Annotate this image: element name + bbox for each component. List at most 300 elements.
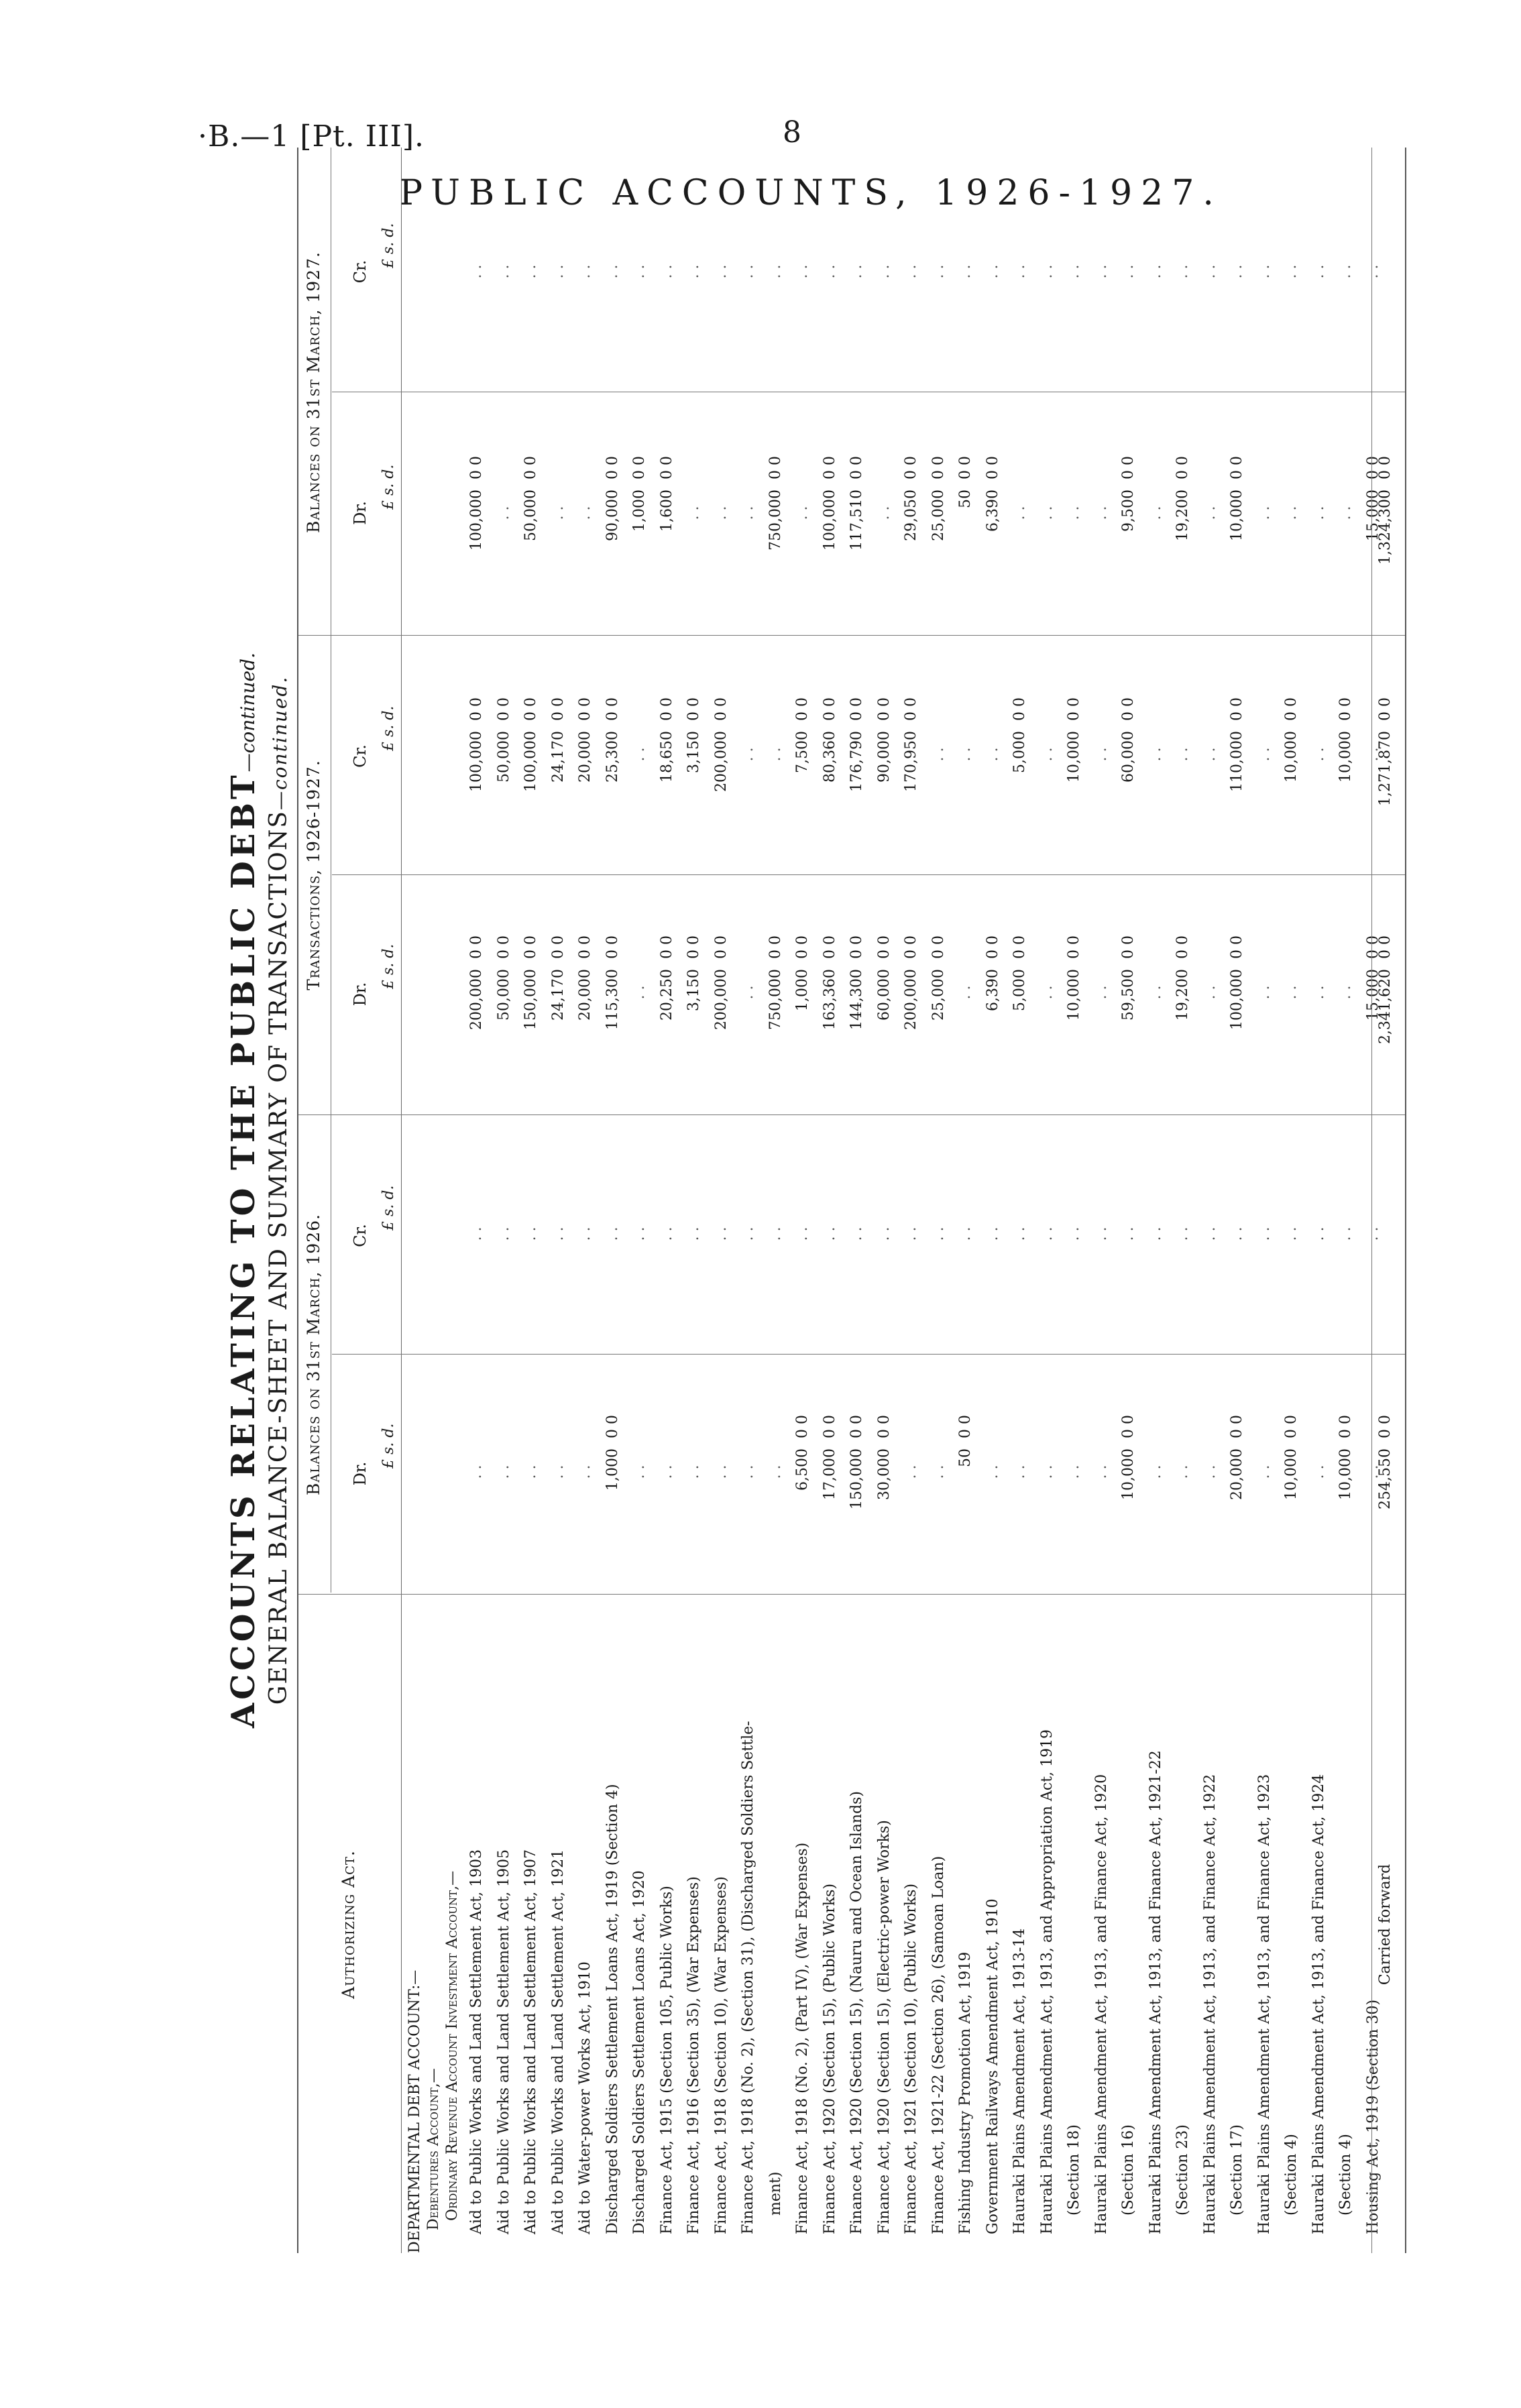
empty-cell-dots: . . — [903, 264, 919, 279]
empty-cell-dots: . . — [1038, 985, 1056, 1000]
cell-sd: 0 0 — [658, 456, 675, 479]
cell-b26dr: 20,000 — [1229, 1448, 1245, 1500]
total-b27-dr: 1,324,300 — [1377, 490, 1394, 565]
cell-tdr: 200,000 — [903, 969, 919, 1030]
table-row — [658, 148, 677, 2253]
cell-sd: 0 0 — [1229, 697, 1245, 721]
section-row — [443, 148, 462, 2253]
empty-cell-dots: . . — [740, 1226, 756, 1241]
table-row — [739, 148, 758, 2253]
cell-tdr: 59,500 — [1120, 969, 1137, 1021]
cell-b27dr: 10,000 — [1229, 490, 1245, 541]
col-transactions: Transactions, 1926-1927. — [304, 760, 323, 990]
cell-tcr: 50,000 — [495, 731, 512, 783]
cell-sd: 0 0 — [875, 935, 893, 959]
cell-b26dr: 10,000 — [1120, 1448, 1137, 1500]
cell-b26dr: 10,000 — [1337, 1448, 1354, 1500]
row-act: Discharged Soldiers Settlement Loans Act, 1919 (Section 4) — [604, 1784, 621, 2234]
empty-cell-dots: . . — [740, 264, 756, 279]
cell-tcr: 24,170 — [549, 731, 567, 783]
empty-cell-dots: . . — [903, 1226, 919, 1241]
cell-tcr: 110,000 — [1229, 731, 1245, 792]
empty-cell-dots: . . — [522, 1226, 539, 1241]
cell-sd: 0 0 — [1120, 1415, 1137, 1438]
empty-cell-dots: . . — [712, 1226, 730, 1241]
cell-sd: 0 0 — [685, 697, 702, 721]
table-row — [956, 148, 975, 2253]
table-row — [1255, 148, 1274, 2253]
units-t-cr: £ s. d. — [380, 705, 397, 751]
page-number: 8 — [783, 115, 801, 150]
empty-cell-dots: . . — [1337, 264, 1354, 279]
units-b26-cr: £ s. d. — [380, 1185, 397, 1230]
empty-cell-dots: . . — [577, 264, 594, 279]
cell-tcr: 60,000 — [1120, 731, 1137, 783]
cell-sd: 0 0 — [604, 456, 621, 479]
heading-line2: GENERAL BALANCE-SHEET AND SUMMARY OF TRANSACTIONS — [265, 810, 292, 1705]
empty-cell-dots: . . — [1255, 264, 1273, 279]
cell-tdr: 3,150 — [685, 969, 702, 1011]
cell-sd: 0 0 — [903, 456, 919, 479]
cell-b26dr: 17,000 — [821, 1448, 838, 1500]
cell-sd: 0 0 — [1066, 935, 1082, 959]
cell-tdr: 25,000 — [929, 969, 947, 1021]
cell-tdr: 15,000 — [1364, 969, 1382, 1021]
rotated-table-area — [225, 101, 1485, 2280]
row-act: Housing Act, 1919 (Section 30) — [1364, 1999, 1382, 2234]
empty-cell-dots: . . — [1310, 264, 1327, 279]
empty-cell-dots: . . — [1092, 506, 1110, 520]
cell-b26dr: 10,000 — [1283, 1448, 1300, 1500]
empty-cell-dots: . . — [685, 1465, 702, 1479]
empty-cell-dots: . . — [1011, 506, 1028, 520]
empty-cell-dots: . . — [1201, 747, 1219, 762]
empty-cell-dots: . . — [658, 264, 675, 279]
cell-sd: 0 0 — [577, 697, 594, 721]
cell-tdr: 144,300 — [848, 969, 865, 1030]
empty-cell-dots: . . — [1310, 985, 1327, 1000]
empty-cell-dots: . . — [468, 1226, 485, 1241]
empty-cell-dots: . . — [522, 264, 539, 279]
cell-sd: 0 0 — [1229, 456, 1245, 479]
cell-sd: 0 0 — [1283, 1415, 1300, 1438]
cell-b27dr: 29,050 — [903, 490, 919, 541]
empty-cell-dots: . . — [712, 1465, 730, 1479]
cell-b27dr: 50 — [957, 490, 974, 508]
table-row — [1337, 148, 1355, 2253]
empty-cell-dots: . . — [1201, 264, 1219, 279]
col-balances-1926: Balances on 31st March, 1926. — [304, 1214, 323, 1495]
empty-cell-dots: . . — [1092, 985, 1110, 1000]
row-act: Hauraki Plains Amendment Act, 1913, and Finance Act, 1921-22 — [1147, 1750, 1164, 2234]
cell-tcr: 100,000 — [522, 731, 539, 792]
empty-cell-dots: . . — [1120, 264, 1137, 279]
cell-sd: 0 0 — [984, 935, 1001, 959]
cell-sd: 0 0 — [1120, 456, 1137, 479]
col-authorizing-act: Authorizing Act. — [339, 1850, 358, 1999]
empty-cell-dots: . . — [848, 1226, 865, 1241]
empty-cell-dots: . . — [875, 264, 893, 279]
table-row — [875, 148, 894, 2253]
row-act: Finance Act, 1920 (Section 15), (Public Works) — [821, 1883, 838, 2234]
b26-cr-head: Cr. — [351, 1224, 370, 1247]
empty-cell-dots: . . — [1310, 1465, 1327, 1479]
cell-sd: 0 0 — [767, 935, 784, 959]
empty-cell-dots: . . — [794, 506, 811, 520]
empty-cell-dots: . . — [1201, 985, 1219, 1000]
empty-cell-dots: . . — [468, 264, 485, 279]
units-b26-dr: £ s. d. — [380, 1423, 397, 1469]
cell-sd: 0 0 — [875, 1415, 893, 1438]
empty-cell-dots: . . — [549, 1465, 567, 1479]
cell-sd: 0 0 — [848, 697, 865, 721]
table-row — [1282, 148, 1301, 2253]
cell-tdr: 750,000 — [767, 969, 784, 1030]
empty-cell-dots: . . — [712, 506, 730, 520]
empty-cell-dots: . . — [1255, 985, 1273, 1000]
cell-sd: 0 0 — [1120, 935, 1137, 959]
cell-sd: 0 0 — [685, 935, 702, 959]
cell-tdr: 24,170 — [549, 969, 567, 1021]
cell-tdr: 6,390 — [984, 969, 1001, 1011]
cell-sd: 0 0 — [658, 935, 675, 959]
empty-cell-dots: . . — [875, 1226, 893, 1241]
row-act: Finance Act, 1918 (No. 2), (Section 31), (Discharged Soldiers Settle- — [740, 1721, 756, 2234]
cell-sd: 0 0 — [875, 697, 893, 721]
row-act: Finance Act, 1915 (Section 105, Public Works) — [658, 1886, 675, 2234]
section-sub2: Ordinary Revenue Account Investment Account,— — [444, 1870, 461, 2221]
empty-cell-dots: . . — [1147, 1465, 1164, 1479]
cell-sd: 0 0 — [1066, 697, 1082, 721]
page-reference: ·B.—1 [Pt. III]. — [198, 119, 425, 154]
empty-cell-dots: . . — [631, 747, 648, 762]
cell-sd: 0 0 — [549, 935, 567, 959]
empty-cell-dots: . . — [1255, 506, 1273, 520]
cell-tcr: 10,000 — [1066, 731, 1082, 783]
cell-tdr: 1,000 — [794, 969, 811, 1011]
cell-sd: 0 0 — [1283, 697, 1300, 721]
cell-sd: 0 0 — [767, 456, 784, 479]
empty-cell-dots: . . — [1337, 985, 1354, 1000]
table-subheading — [265, 101, 292, 2280]
empty-cell-dots: . . — [1310, 506, 1327, 520]
empty-cell-dots: . . — [1201, 1226, 1219, 1241]
empty-cell-dots: . . — [549, 1226, 567, 1241]
empty-cell-dots: . . — [549, 506, 567, 520]
page-title: PUBLIC ACCOUNTS, 1926-1927. — [399, 173, 1223, 213]
empty-cell-dots: . . — [658, 1226, 675, 1241]
empty-cell-dots: . . — [929, 1465, 947, 1479]
table-row — [902, 148, 921, 2253]
cell-tdr: 5,000 — [1011, 969, 1028, 1011]
row-act: Aid to Public Works and Land Settlement Act, 1921 — [549, 1849, 567, 2234]
cell-b27dr: 25,000 — [929, 490, 947, 541]
units-b27-cr: £ s. d. — [380, 223, 397, 268]
cell-b27dr: 117,510 — [848, 490, 865, 551]
empty-cell-dots: . . — [631, 1226, 648, 1241]
total-label: Carried forward — [1377, 1864, 1394, 1986]
table-row — [1228, 148, 1247, 2253]
cell-tdr: 10,000 — [1066, 969, 1082, 1021]
empty-cell-dots: . . — [1038, 747, 1056, 762]
cell-b27dr: 15,000 — [1364, 490, 1382, 541]
cell-b27dr: 750,000 — [767, 490, 784, 551]
b27-cr-head: Cr. — [351, 260, 370, 284]
empty-cell-dots: . . — [767, 264, 784, 279]
cell-sd: 0 0 — [1337, 1415, 1354, 1438]
empty-cell-dots: . . — [929, 747, 947, 762]
cell-tcr: 10,000 — [1337, 731, 1354, 783]
cell-sd: 0 0 — [929, 456, 947, 479]
cell-tcr: 7,500 — [794, 731, 811, 773]
cell-sd: 0 0 — [712, 935, 730, 959]
row-act: Aid to Public Works and Land Settlement Act, 1905 — [495, 1849, 512, 2234]
empty-cell-dots: . . — [1092, 1465, 1110, 1479]
empty-cell-dots: . . — [1066, 1226, 1082, 1241]
cell-b26dr: 150,000 — [848, 1448, 865, 1509]
empty-cell-dots: . . — [1174, 1226, 1191, 1241]
empty-cell-dots: . . — [685, 1226, 702, 1241]
cell-tcr: 20,000 — [577, 731, 594, 783]
cell-b27dr: 1,600 — [658, 490, 675, 532]
empty-cell-dots: . . — [929, 1226, 947, 1241]
empty-cell-dots: . . — [1364, 1465, 1382, 1479]
empty-cell-dots: . . — [1174, 1465, 1191, 1479]
cell-sd: 0 0 — [1337, 697, 1354, 721]
cell-sd: 0 0 — [957, 1415, 974, 1438]
t-dr-head: Dr. — [351, 982, 370, 1007]
empty-cell-dots: . . — [1147, 264, 1164, 279]
table-row — [630, 148, 649, 2253]
heading-line2-cont: —continued. — [269, 675, 291, 810]
cell-b27dr: 100,000 — [468, 490, 485, 551]
empty-cell-dots: . . — [631, 1465, 648, 1479]
cell-sd: 0 0 — [468, 456, 485, 479]
empty-cell-dots: . . — [821, 1226, 838, 1241]
cell-b27dr: 50,000 — [522, 490, 539, 541]
units-t-dr: £ s. d. — [380, 943, 397, 989]
total-t-cr: 1,271,870 — [1377, 731, 1394, 806]
empty-cell-dots: . . — [631, 264, 648, 279]
empty-cell-dots: . . — [1066, 1465, 1082, 1479]
table-row — [495, 148, 514, 2253]
cell-sd: 0 0 — [631, 456, 648, 479]
cell-sd: 0 0 — [984, 456, 1001, 479]
empty-cell-dots: . . — [549, 264, 567, 279]
empty-cell-dots: . . — [495, 506, 512, 520]
empty-cell-dots: . . — [984, 747, 1001, 762]
empty-cell-dots: . . — [1310, 1226, 1327, 1241]
table-row — [712, 148, 731, 2253]
empty-cell-dots: . . — [767, 747, 784, 762]
total-t-dr: 2,341,620 — [1377, 969, 1394, 1044]
cell-tcr: 176,790 — [848, 731, 865, 792]
empty-cell-dots: . . — [1283, 264, 1300, 279]
table-row — [1174, 148, 1192, 2253]
empty-cell-dots: . . — [740, 985, 756, 1000]
cell-tcr: 90,000 — [875, 731, 893, 783]
empty-cell-dots: . . — [1229, 264, 1245, 279]
empty-cell-dots: . . — [1201, 1465, 1219, 1479]
cell-sd: 0 0 — [903, 935, 919, 959]
t-cr-head: Cr. — [351, 744, 370, 768]
empty-cell-dots: . . — [957, 1226, 974, 1241]
cell-b27dr: 6,390 — [984, 490, 1001, 532]
empty-cell-dots: . . — [522, 1465, 539, 1479]
table-row — [821, 148, 840, 2253]
empty-cell-dots: . . — [1174, 747, 1191, 762]
empty-cell-dots: . . — [1011, 264, 1028, 279]
cell-sd: 0 0 — [821, 935, 838, 959]
cell-sd: 0 0 — [577, 935, 594, 959]
empty-cell-dots: . . — [1255, 1465, 1273, 1479]
empty-cell-dots: . . — [1337, 506, 1354, 520]
empty-cell-dots: . . — [495, 1465, 512, 1479]
cell-tcr: 170,950 — [903, 731, 919, 792]
balance-sheet-table — [297, 148, 1406, 2253]
table-row — [604, 148, 622, 2253]
cell-tcr: 3,150 — [685, 731, 702, 773]
row-act: Finance Act, 1921-22 (Section 26), (Samoan Loan) — [929, 1855, 947, 2234]
total-b27-dr-sd: 0 0 — [1377, 456, 1394, 479]
empty-cell-dots: . . — [1310, 747, 1327, 762]
cell-sd: 0 0 — [495, 697, 512, 721]
total-t-cr-sd: 0 0 — [1377, 697, 1394, 721]
table-row — [767, 148, 785, 2253]
row-act: Hauraki Plains Amendment Act, 1913, and Appropriation Act, 1919 — [1038, 1729, 1056, 2234]
cell-b27dr: 100,000 — [821, 490, 838, 551]
empty-cell-dots: . . — [1147, 985, 1164, 1000]
cell-sd: 0 0 — [468, 697, 485, 721]
table-row — [685, 148, 703, 2253]
empty-cell-dots: . . — [1364, 747, 1382, 762]
total-row — [1371, 148, 1399, 2253]
empty-cell-dots: . . — [984, 1465, 1001, 1479]
units-b27-dr: £ s. d. — [380, 464, 397, 510]
cell-tdr: 60,000 — [875, 969, 893, 1021]
empty-cell-dots: . . — [1066, 506, 1082, 520]
row-act: Finance Act, 1916 (Section 35), (War Expenses) — [685, 1876, 702, 2234]
empty-cell-dots: . . — [984, 1226, 1001, 1241]
empty-cell-dots: . . — [658, 1465, 675, 1479]
cell-sd: 0 0 — [848, 456, 865, 479]
empty-cell-dots: . . — [903, 1465, 919, 1479]
cell-b27dr: 9,500 — [1120, 490, 1137, 532]
cell-tcr: 80,360 — [821, 731, 838, 783]
total-b26-dr-sd: 0 0 — [1377, 1415, 1394, 1438]
cell-sd: 0 0 — [848, 935, 865, 959]
row-act: Discharged Soldiers Settlement Loans Act, 1920 — [631, 1870, 648, 2234]
cell-tcr: 10,000 — [1283, 731, 1300, 783]
empty-cell-dots: . . — [1364, 1226, 1382, 1241]
empty-cell-dots: . . — [1147, 1226, 1164, 1241]
table-row — [1011, 148, 1029, 2253]
empty-cell-dots: . . — [1337, 1226, 1354, 1241]
empty-cell-dots: . . — [984, 264, 1001, 279]
table-row — [1147, 148, 1166, 2253]
empty-cell-dots: . . — [794, 1226, 811, 1241]
row-act: Hauraki Plains Amendment Act, 1913, and Finance Act, 1922 — [1201, 1774, 1219, 2234]
cell-sd: 0 0 — [712, 697, 730, 721]
total-t-dr-sd: 0 0 — [1377, 935, 1394, 959]
row-act: Hauraki Plains Amendment Act, 1913, and Finance Act, 1920 — [1092, 1774, 1110, 2234]
empty-cell-dots: . . — [821, 264, 838, 279]
table-row — [576, 148, 595, 2253]
cell-tdr: 200,000 — [712, 969, 730, 1030]
empty-cell-dots: . . — [1092, 264, 1110, 279]
cell-b26dr: 50 — [957, 1448, 974, 1467]
cell-tdr: 163,360 — [821, 969, 838, 1030]
row-act: Hauraki Plains Amendment Act, 1913-14 — [1011, 1928, 1028, 2234]
table-row — [848, 148, 866, 2253]
cell-sd: 0 0 — [604, 935, 621, 959]
row-act: (Section 16) — [1120, 2124, 1137, 2216]
empty-cell-dots: . . — [1038, 264, 1056, 279]
cell-tdr: 20,000 — [577, 969, 594, 1021]
cell-sd: 0 0 — [1174, 935, 1191, 959]
table-heading — [225, 101, 262, 2280]
empty-cell-dots: . . — [1011, 1226, 1028, 1241]
empty-cell-dots: . . — [848, 264, 865, 279]
table-row — [984, 148, 1003, 2253]
empty-cell-dots: . . — [957, 985, 974, 1000]
cell-b26dr: 30,000 — [875, 1448, 893, 1500]
table-row — [522, 148, 541, 2253]
row-act: Finance Act, 1920 (Section 15), (Nauru and Ocean Islands) — [848, 1790, 865, 2234]
table-row — [929, 148, 948, 2253]
empty-cell-dots: . . — [1147, 747, 1164, 762]
b26-dr-head: Dr. — [351, 1461, 370, 1486]
cell-sd: 0 0 — [522, 935, 539, 959]
cell-sd: 0 0 — [903, 697, 919, 721]
cell-sd: 0 0 — [549, 697, 567, 721]
cell-sd: 0 0 — [1364, 456, 1382, 479]
cell-sd: 0 0 — [821, 1415, 838, 1438]
cell-sd: 0 0 — [957, 456, 974, 479]
cell-sd: 0 0 — [658, 697, 675, 721]
cell-sd: 0 0 — [848, 1415, 865, 1438]
empty-cell-dots: . . — [712, 264, 730, 279]
cell-sd: 0 0 — [604, 1415, 621, 1438]
empty-cell-dots: . . — [1038, 506, 1056, 520]
table-row — [467, 148, 486, 2253]
table-row — [793, 148, 812, 2253]
empty-cell-dots: . . — [1038, 1465, 1056, 1479]
empty-cell-dots: . . — [740, 747, 756, 762]
row-act: Finance Act, 1918 (No. 2), (Part IV), (War Expenses) — [794, 1842, 811, 2234]
empty-cell-dots: . . — [875, 506, 893, 520]
cell-tdr: 50,000 — [495, 969, 512, 1021]
empty-cell-dots: . . — [685, 506, 702, 520]
empty-cell-dots: . . — [1283, 985, 1300, 1000]
row-act: Government Railways Amendment Act, 1910 — [984, 1898, 1001, 2234]
empty-cell-dots: . . — [495, 264, 512, 279]
heading-line1: ACCOUNTS RELATING TO THE PUBLIC DEBT — [225, 772, 262, 1728]
cell-tdr: 150,000 — [522, 969, 539, 1030]
row-act: Hauraki Plains Amendment Act, 1913, and Finance Act, 1924 — [1310, 1774, 1327, 2234]
cell-sd: 0 0 — [522, 456, 539, 479]
empty-cell-dots: . . — [1283, 506, 1300, 520]
section-title: DEPARTMENTAL DEBT ACCOUNT:— — [406, 1969, 423, 2253]
empty-cell-dots: . . — [604, 264, 621, 279]
cell-b26dr: 6,500 — [794, 1448, 811, 1491]
row-act: Aid to Water-power Works Act, 1910 — [577, 1961, 594, 2234]
empty-cell-dots: . . — [767, 1226, 784, 1241]
row-act: (Section 23) — [1174, 2124, 1191, 2216]
cell-tcr: 5,000 — [1011, 731, 1028, 773]
cell-sd: 0 0 — [1120, 697, 1137, 721]
cell-tcr: 100,000 — [468, 731, 485, 792]
